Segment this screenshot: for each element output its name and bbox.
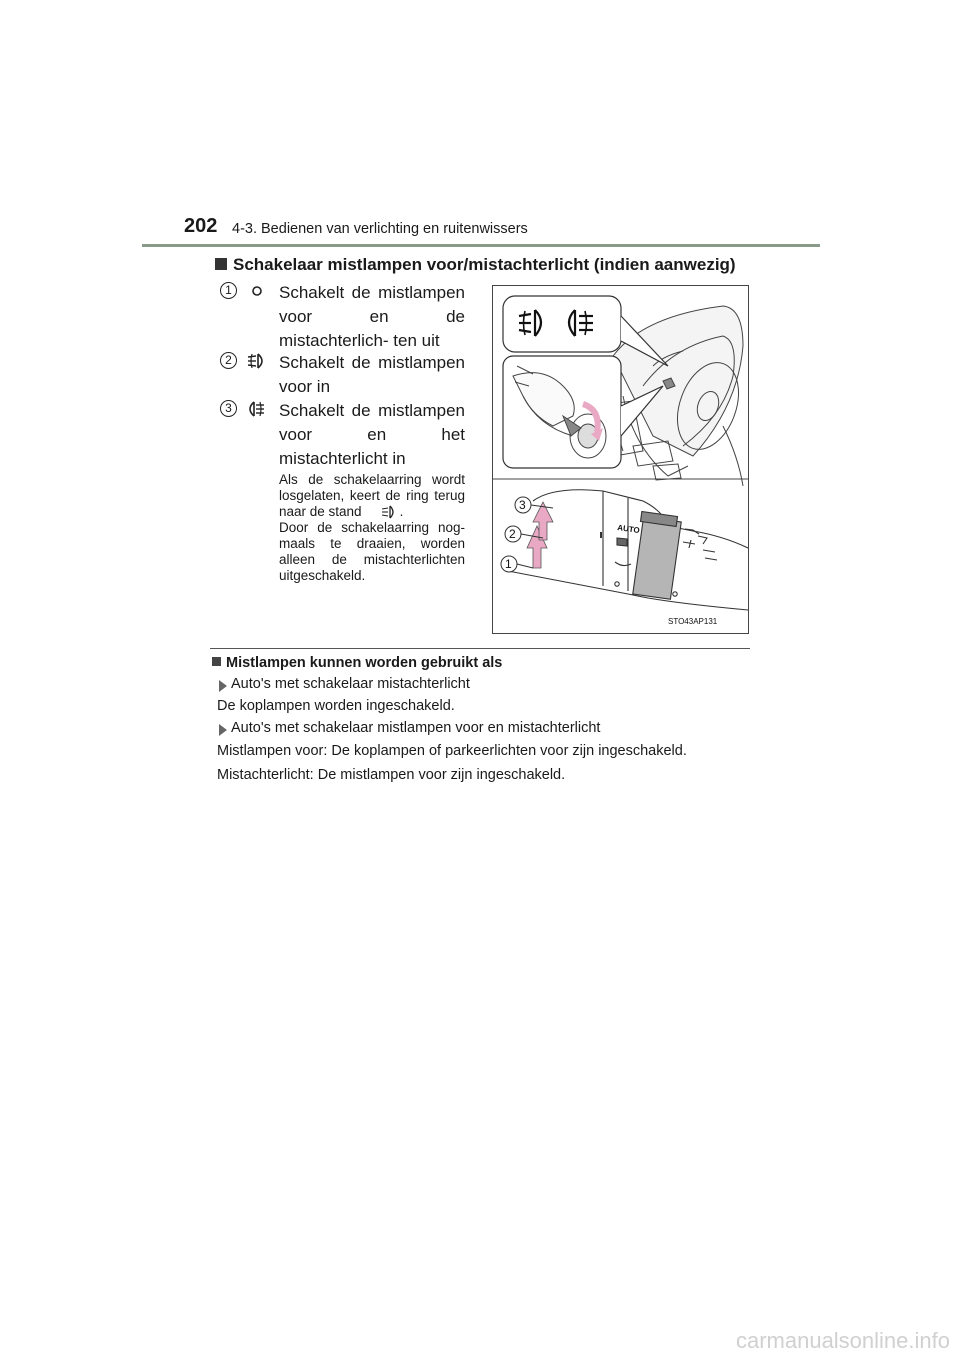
item-1-text: Schakelt de mistlampen voor en de mistachterlich- ten uit — [279, 283, 465, 350]
note-part1-end: . — [399, 504, 404, 519]
item-number-3: 3 — [220, 400, 237, 417]
main-heading — [215, 255, 736, 275]
callout-2: 2 — [509, 527, 516, 541]
note-text — [279, 472, 465, 584]
triangle-bullet-icon — [219, 680, 227, 692]
rotation-arrows — [527, 502, 553, 568]
body-line-1: De koplampen worden ingeschakeld. — [217, 698, 455, 714]
front-fog-lamp-icon — [246, 352, 266, 370]
section-rule — [210, 648, 750, 649]
bullet-1-text: Auto's met schakelaar mistachterlicht — [231, 676, 470, 692]
sub-heading-text: Mistlampen kunnen worden gebruikt als — [226, 655, 503, 671]
figure — [492, 285, 749, 634]
item-number-2: 2 — [220, 352, 237, 369]
sub-heading — [212, 655, 502, 671]
body-line-3: Mistachterlicht: De mistlampen voor zijn ingeschakeld. — [217, 767, 566, 783]
watermark: carmanualsonline.info — [735, 1328, 950, 1353]
section-title: 4-3. Bedienen van verlichting en ruitenwissers — [232, 221, 528, 237]
item-3-text: Schakelt de mistlampen voor en het mistachterlicht in — [279, 401, 465, 468]
square-bullet-icon — [212, 657, 221, 666]
square-bullet-icon — [215, 258, 227, 270]
page-number: 202 — [184, 215, 218, 237]
item-number-1: 1 — [220, 282, 237, 299]
note-part1: Als de schakelaarring wordt losgelaten, keert de ring terug naar de stand — [279, 472, 465, 519]
callout-1: 1 — [505, 557, 512, 571]
bullet-2-text: Auto's met schakelaar mistlampen voor en mistachterlicht — [231, 720, 601, 736]
note-part2: Door de schakelaarring nog- maals te draaien, worden alleen de mistachterlichten uitgeschakeld. — [279, 520, 465, 583]
main-heading-text: Schakelaar mistlampen voor/mistachterlicht (indien aanwezig) — [233, 255, 736, 274]
item-2-text: Schakelt de mistlampen voor in — [279, 353, 465, 396]
fog-lamp-switch-illustration — [493, 286, 748, 633]
figure-code: STO43AP131 — [668, 617, 718, 626]
triangle-bullet-icon — [219, 724, 227, 736]
callout-3: 3 — [519, 498, 526, 512]
rear-fog-lamp-icon — [246, 400, 266, 418]
body-line-2: Mistlampen voor: De koplampen of parkeerlichten voor zijn ingeschakeld. — [217, 743, 687, 759]
auto-label: AUTO — [616, 523, 641, 536]
front-fog-lamp-icon — [380, 505, 396, 519]
off-circle-icon — [251, 285, 263, 297]
header-rule — [142, 244, 820, 247]
